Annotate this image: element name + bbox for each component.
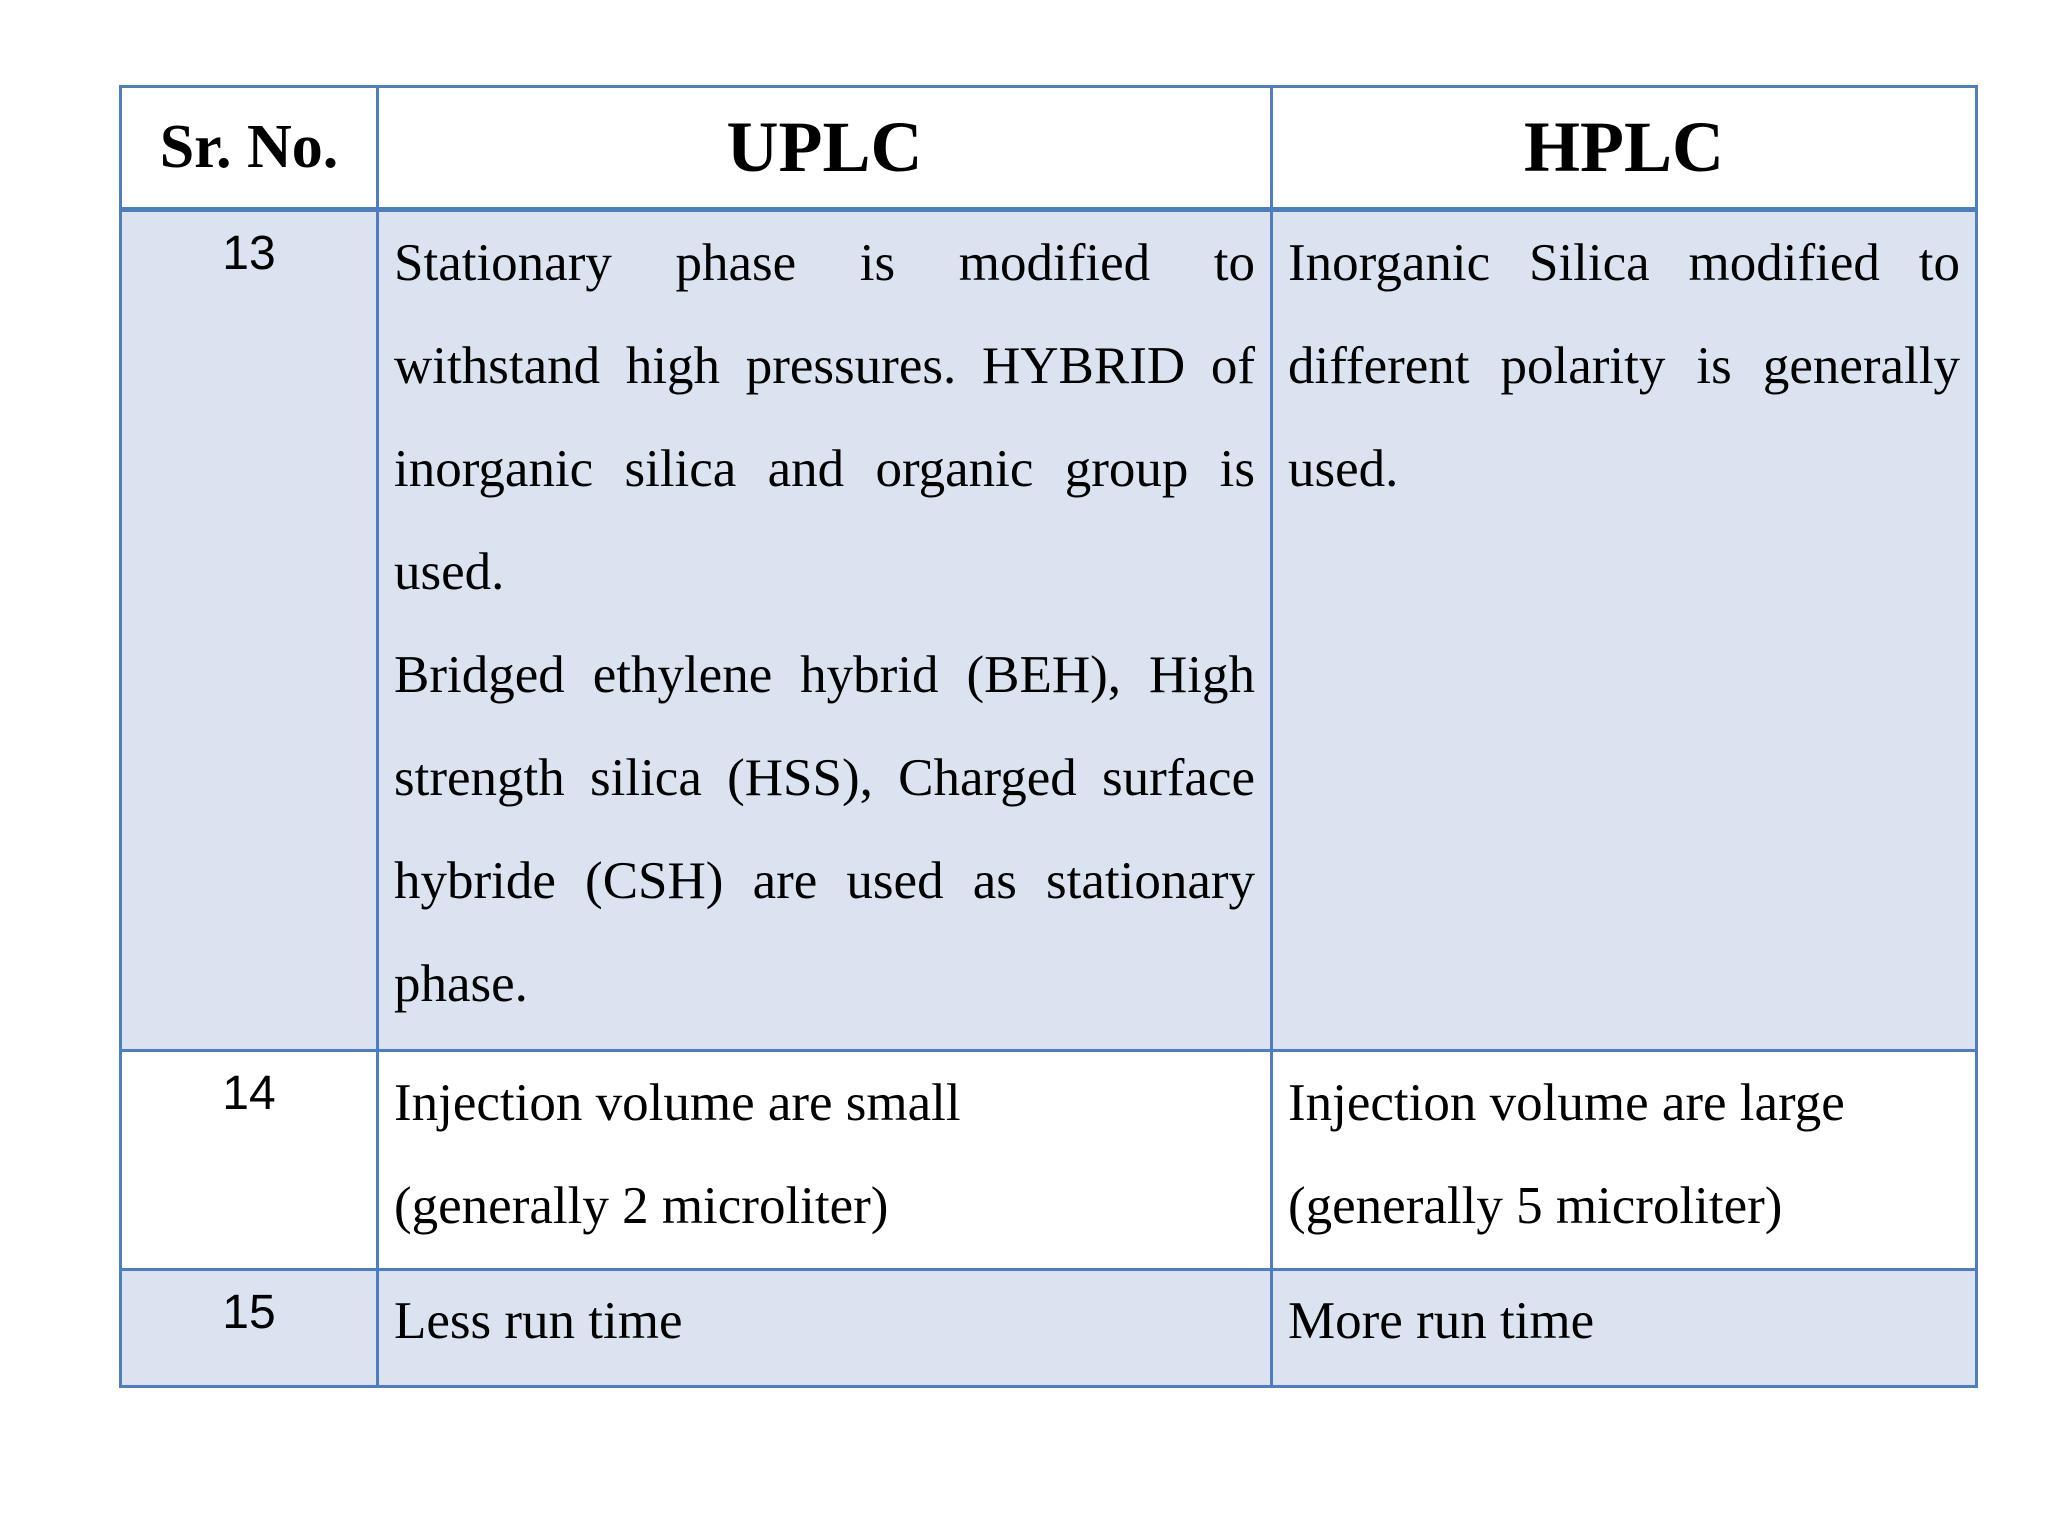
uplc-line: (generally 2 microliter): [394, 1177, 889, 1235]
sr-number: 15: [121, 1270, 378, 1387]
table-row: [121, 1270, 1977, 1387]
sr-number: 14: [121, 1051, 378, 1270]
header-hplc: HPLC: [1272, 87, 1977, 210]
uplc-cell: [378, 210, 1272, 1051]
comparison-table: [119, 85, 1978, 1388]
table-row: [121, 1051, 1977, 1270]
table-row: [121, 210, 1977, 1051]
sr-number: 13: [121, 210, 378, 1051]
header-row: [121, 87, 1977, 210]
hplc-line: (generally 5 microliter): [1288, 1177, 1783, 1235]
hplc-cell: [1272, 1051, 1977, 1270]
hplc-paragraph: Inorganic Silica modified to different polarity is generally used.: [1288, 234, 1960, 498]
uplc-cell: Less run time: [378, 1270, 1272, 1387]
uplc-cell: [378, 1051, 1272, 1270]
hplc-cell: [1272, 210, 1977, 1051]
uplc-paragraph: Bridged ethylene hybrid (BEH), High strength silica (HSS), Charged surface hybride (CSH) are used as stationary phase.: [394, 646, 1255, 1013]
header-uplc: UPLC: [378, 87, 1272, 210]
uplc-line: Injection volume are small: [394, 1074, 961, 1132]
header-sr-no: Sr. No.: [121, 87, 378, 210]
uplc-paragraph: Stationary phase is modified to withstand high pressures. HYBRID of inorganic silica and organic group is used.: [394, 234, 1255, 601]
hplc-line: Injection volume are large: [1288, 1074, 1845, 1132]
hplc-cell: More run time: [1272, 1270, 1977, 1387]
